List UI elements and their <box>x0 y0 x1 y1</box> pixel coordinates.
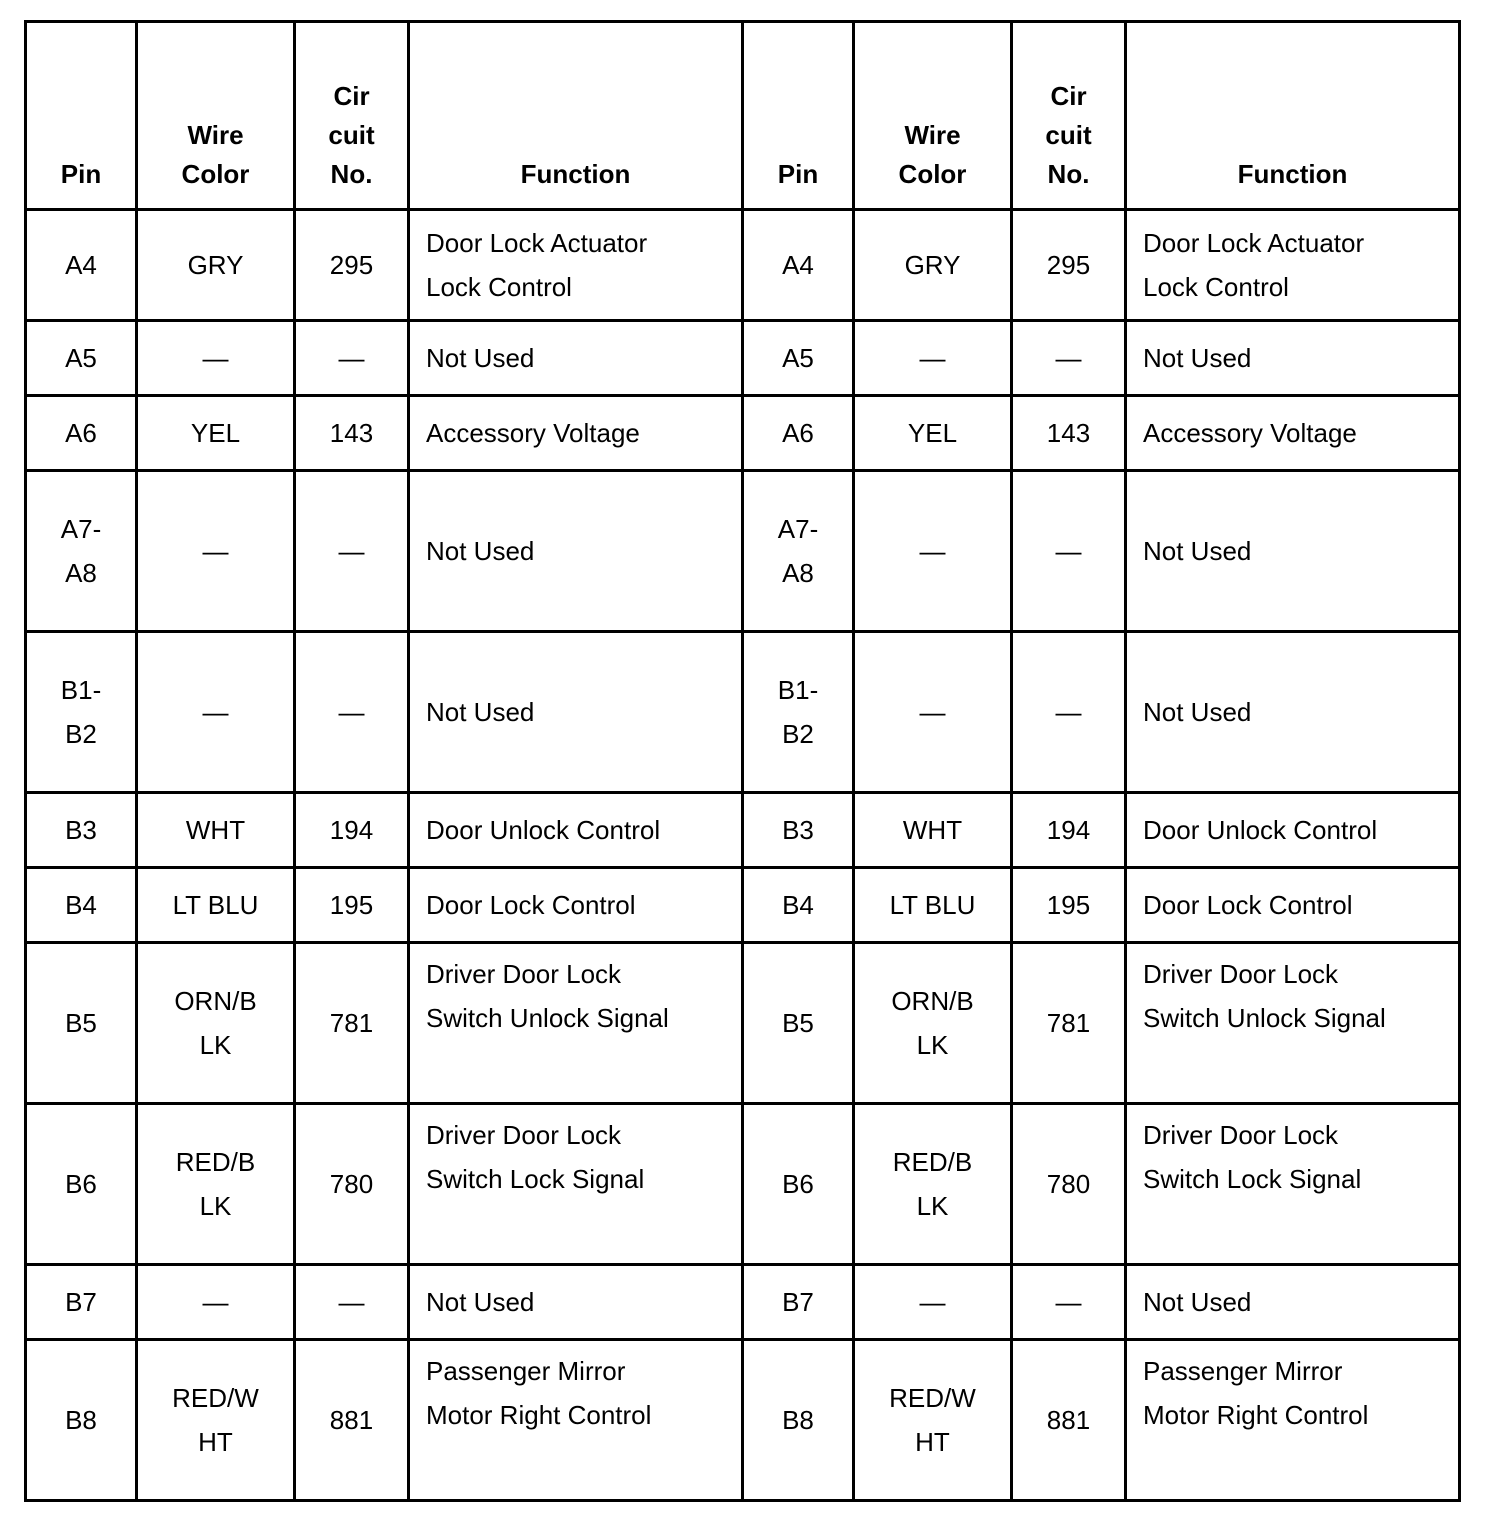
header-row <box>26 22 1460 210</box>
wire-color-cell-text: RED/B LK <box>892 1147 973 1221</box>
function-cell <box>409 1104 743 1265</box>
circuit-no-cell <box>295 943 409 1104</box>
pin-cell-text: B3 <box>782 815 814 845</box>
header-circuit-no: Cir cuit No. <box>1012 22 1126 210</box>
wire-color-cell <box>137 210 295 321</box>
function-cell <box>409 210 743 321</box>
header-pin: Pin <box>26 22 137 210</box>
function-cell <box>1126 1340 1460 1501</box>
function-cell-text: Not Used <box>426 536 535 566</box>
table-row <box>26 1104 1460 1265</box>
circuit-no-cell-text: 780 <box>329 1169 374 1199</box>
function-cell <box>1126 210 1460 321</box>
circuit-no-cell <box>1012 1265 1126 1340</box>
pin-cell <box>743 396 854 471</box>
pin-cell-text: B6 <box>782 1169 814 1199</box>
circuit-no-cell <box>1012 321 1126 396</box>
function-cell <box>409 1340 743 1501</box>
wire-color-cell <box>854 793 1012 868</box>
function-cell <box>409 943 743 1104</box>
table-row <box>26 793 1460 868</box>
circuit-no-cell-text: 195 <box>329 890 374 920</box>
function-cell <box>1126 793 1460 868</box>
table-row <box>26 471 1460 632</box>
circuit-no-cell <box>1012 868 1126 943</box>
wire-color-cell <box>854 1104 1012 1265</box>
circuit-no-cell-text: — <box>1055 343 1082 373</box>
pin-cell-text: A4 <box>782 250 814 280</box>
wire-color-cell-text: WHT <box>902 815 963 845</box>
pin-cell <box>26 793 137 868</box>
pin-cell <box>26 868 137 943</box>
function-cell <box>1126 396 1460 471</box>
circuit-no-cell <box>1012 1104 1126 1265</box>
function-cell <box>1126 943 1460 1104</box>
wire-color-cell-text: — <box>919 697 946 727</box>
circuit-no-cell <box>295 471 409 632</box>
pin-cell-text: B8 <box>782 1405 814 1435</box>
circuit-no-cell-text: 295 <box>329 250 374 280</box>
function-cell <box>1126 1104 1460 1265</box>
wire-color-cell-text: YEL <box>190 418 241 448</box>
table-row <box>26 632 1460 793</box>
wire-color-cell-text: — <box>919 536 946 566</box>
function-cell-text: Not Used <box>426 343 535 373</box>
circuit-no-cell <box>1012 396 1126 471</box>
pin-cell <box>743 210 854 321</box>
circuit-no-cell-text: — <box>1055 697 1082 727</box>
wire-color-cell-text: — <box>919 343 946 373</box>
wire-color-cell <box>137 396 295 471</box>
circuit-no-cell-text: — <box>338 1287 365 1317</box>
circuit-no-cell-text: — <box>338 343 365 373</box>
pin-cell-text: A6 <box>782 418 814 448</box>
pin-cell-text: A5 <box>65 343 97 373</box>
wire-color-cell <box>854 321 1012 396</box>
pin-cell-text: B1- B2 <box>777 675 819 749</box>
function-cell-text: Not Used <box>1143 343 1252 373</box>
function-cell <box>1126 868 1460 943</box>
circuit-no-cell <box>295 868 409 943</box>
circuit-no-cell <box>295 1340 409 1501</box>
circuit-no-cell-text: — <box>338 536 365 566</box>
function-cell-text: Door Lock Control <box>426 890 636 920</box>
circuit-no-cell-text: — <box>1055 536 1082 566</box>
wire-color-cell-text: — <box>202 343 229 373</box>
circuit-no-cell <box>1012 632 1126 793</box>
wire-color-cell <box>854 632 1012 793</box>
pin-cell <box>743 868 854 943</box>
header-wire-color: Wire Color <box>137 22 295 210</box>
table-row <box>26 943 1460 1104</box>
wire-color-cell-text: YEL <box>907 418 958 448</box>
function-cell-text: Accessory Voltage <box>1143 418 1357 448</box>
pin-cell-text: A5 <box>782 343 814 373</box>
function-cell-text: Driver Door Lock Switch Lock Signal <box>1143 1120 1362 1194</box>
wire-color-cell <box>137 868 295 943</box>
pin-cell-text: B1- B2 <box>60 675 102 749</box>
wire-color-cell <box>137 1104 295 1265</box>
circuit-no-cell-text: — <box>338 697 365 727</box>
circuit-no-cell <box>1012 210 1126 321</box>
pin-cell-text: B7 <box>782 1287 814 1317</box>
circuit-no-cell-text: 143 <box>329 418 374 448</box>
wire-color-cell <box>137 632 295 793</box>
circuit-no-cell-text: 780 <box>1046 1169 1091 1199</box>
circuit-no-cell <box>1012 471 1126 632</box>
function-cell-text: Passenger Mirror Motor Right Control <box>426 1356 652 1430</box>
wire-color-cell-text: RED/W HT <box>172 1383 259 1457</box>
function-cell <box>409 793 743 868</box>
wire-color-cell <box>137 793 295 868</box>
function-cell <box>409 632 743 793</box>
header-circuit-no: Cir cuit No. <box>295 22 409 210</box>
wire-color-cell-text: RED/W HT <box>889 1383 976 1457</box>
pin-cell-text: B5 <box>782 1008 814 1038</box>
pin-cell-text: B6 <box>65 1169 97 1199</box>
pin-cell <box>26 943 137 1104</box>
wire-color-cell-text: GRY <box>187 250 244 280</box>
pin-cell <box>26 321 137 396</box>
pin-cell-text: B3 <box>65 815 97 845</box>
wire-color-cell <box>854 396 1012 471</box>
wire-color-cell <box>137 943 295 1104</box>
function-cell-text: Driver Door Lock Switch Unlock Signal <box>1143 959 1386 1033</box>
function-cell <box>409 471 743 632</box>
wire-color-cell-text: WHT <box>185 815 246 845</box>
function-cell-text: Not Used <box>1143 536 1252 566</box>
wire-color-cell <box>854 1340 1012 1501</box>
wire-color-cell <box>854 868 1012 943</box>
circuit-no-cell-text: 195 <box>1046 890 1091 920</box>
function-cell <box>1126 471 1460 632</box>
function-cell-text: Not Used <box>1143 697 1252 727</box>
pin-cell <box>26 1340 137 1501</box>
wire-color-cell-text: GRY <box>904 250 961 280</box>
wire-color-cell <box>854 210 1012 321</box>
circuit-no-cell-text: 194 <box>1046 815 1091 845</box>
pin-cell <box>26 632 137 793</box>
pin-cell-text: B4 <box>65 890 97 920</box>
function-cell-text: Driver Door Lock Switch Unlock Signal <box>426 959 669 1033</box>
circuit-no-cell <box>295 396 409 471</box>
wire-color-cell-text: — <box>202 536 229 566</box>
wire-color-cell <box>137 471 295 632</box>
pin-cell <box>743 321 854 396</box>
circuit-no-cell-text: 781 <box>329 1008 374 1038</box>
wire-color-cell <box>137 1265 295 1340</box>
wire-color-cell <box>854 943 1012 1104</box>
function-cell <box>1126 632 1460 793</box>
header-wire-color: Wire Color <box>854 22 1012 210</box>
table-row <box>26 868 1460 943</box>
function-cell-text: Door Unlock Control <box>1143 815 1378 845</box>
circuit-no-cell-text: 881 <box>329 1405 374 1435</box>
circuit-no-cell-text: — <box>1055 1287 1082 1317</box>
pin-cell <box>26 1265 137 1340</box>
function-cell-text: Door Lock Actuator Lock Control <box>1143 228 1365 302</box>
circuit-no-cell <box>295 210 409 321</box>
circuit-no-cell-text: 781 <box>1046 1008 1091 1038</box>
function-cell-text: Not Used <box>1143 1287 1252 1317</box>
wire-color-cell-text: — <box>919 1287 946 1317</box>
table-row <box>26 1340 1460 1501</box>
function-cell <box>409 1265 743 1340</box>
pin-cell-text: B8 <box>65 1405 97 1435</box>
table-row <box>26 210 1460 321</box>
wire-color-cell-text: ORN/B LK <box>891 986 974 1060</box>
pin-cell <box>743 1340 854 1501</box>
pin-cell-text: A7- A8 <box>60 514 102 588</box>
wire-color-cell-text: — <box>202 697 229 727</box>
pin-cell <box>26 396 137 471</box>
wire-color-cell-text: RED/B LK <box>175 1147 256 1221</box>
function-cell <box>1126 1265 1460 1340</box>
function-cell-text: Passenger Mirror Motor Right Control <box>1143 1356 1369 1430</box>
circuit-no-cell <box>295 1265 409 1340</box>
pin-cell <box>743 471 854 632</box>
table-row <box>26 396 1460 471</box>
circuit-no-cell <box>1012 793 1126 868</box>
connector-pinout-table <box>24 20 1461 1502</box>
circuit-no-cell <box>1012 943 1126 1104</box>
wire-color-cell-text: — <box>202 1287 229 1317</box>
pin-cell-text: B4 <box>782 890 814 920</box>
wire-color-cell <box>854 1265 1012 1340</box>
wire-color-cell <box>854 471 1012 632</box>
circuit-no-cell <box>1012 1340 1126 1501</box>
function-cell-text: Door Unlock Control <box>426 815 661 845</box>
wire-color-cell <box>137 321 295 396</box>
pin-cell <box>26 471 137 632</box>
pin-cell-text: A7- A8 <box>777 514 819 588</box>
function-cell-text: Not Used <box>426 1287 535 1317</box>
wire-color-cell-text: LT BLU <box>889 890 976 920</box>
circuit-no-cell <box>295 321 409 396</box>
function-cell-text: Accessory Voltage <box>426 418 640 448</box>
circuit-no-cell-text: 295 <box>1046 250 1091 280</box>
table-row <box>26 1265 1460 1340</box>
pin-cell <box>743 632 854 793</box>
pin-cell <box>743 943 854 1104</box>
pin-cell <box>743 1104 854 1265</box>
function-cell <box>1126 321 1460 396</box>
circuit-no-cell <box>295 1104 409 1265</box>
pin-cell-text: A4 <box>65 250 97 280</box>
wire-color-cell <box>137 1340 295 1501</box>
function-cell <box>409 396 743 471</box>
function-cell <box>409 868 743 943</box>
header-pin: Pin <box>743 22 854 210</box>
header-function: Function <box>1126 22 1460 210</box>
pin-cell <box>743 793 854 868</box>
function-cell-text: Door Lock Control <box>1143 890 1353 920</box>
header-function: Function <box>409 22 743 210</box>
circuit-no-cell-text: 881 <box>1046 1405 1091 1435</box>
circuit-no-cell-text: 143 <box>1046 418 1091 448</box>
wire-color-cell-text: ORN/B LK <box>174 986 257 1060</box>
function-cell-text: Not Used <box>426 697 535 727</box>
function-cell <box>409 321 743 396</box>
circuit-no-cell <box>295 793 409 868</box>
pin-cell-text: B7 <box>65 1287 97 1317</box>
function-cell-text: Driver Door Lock Switch Lock Signal <box>426 1120 645 1194</box>
pin-cell <box>26 1104 137 1265</box>
pin-cell <box>743 1265 854 1340</box>
circuit-no-cell-text: 194 <box>329 815 374 845</box>
circuit-no-cell <box>295 632 409 793</box>
pin-cell-text: B5 <box>65 1008 97 1038</box>
wire-color-cell-text: LT BLU <box>172 890 259 920</box>
pin-cell <box>26 210 137 321</box>
table-row <box>26 321 1460 396</box>
function-cell-text: Door Lock Actuator Lock Control <box>426 228 648 302</box>
pin-cell-text: A6 <box>65 418 97 448</box>
